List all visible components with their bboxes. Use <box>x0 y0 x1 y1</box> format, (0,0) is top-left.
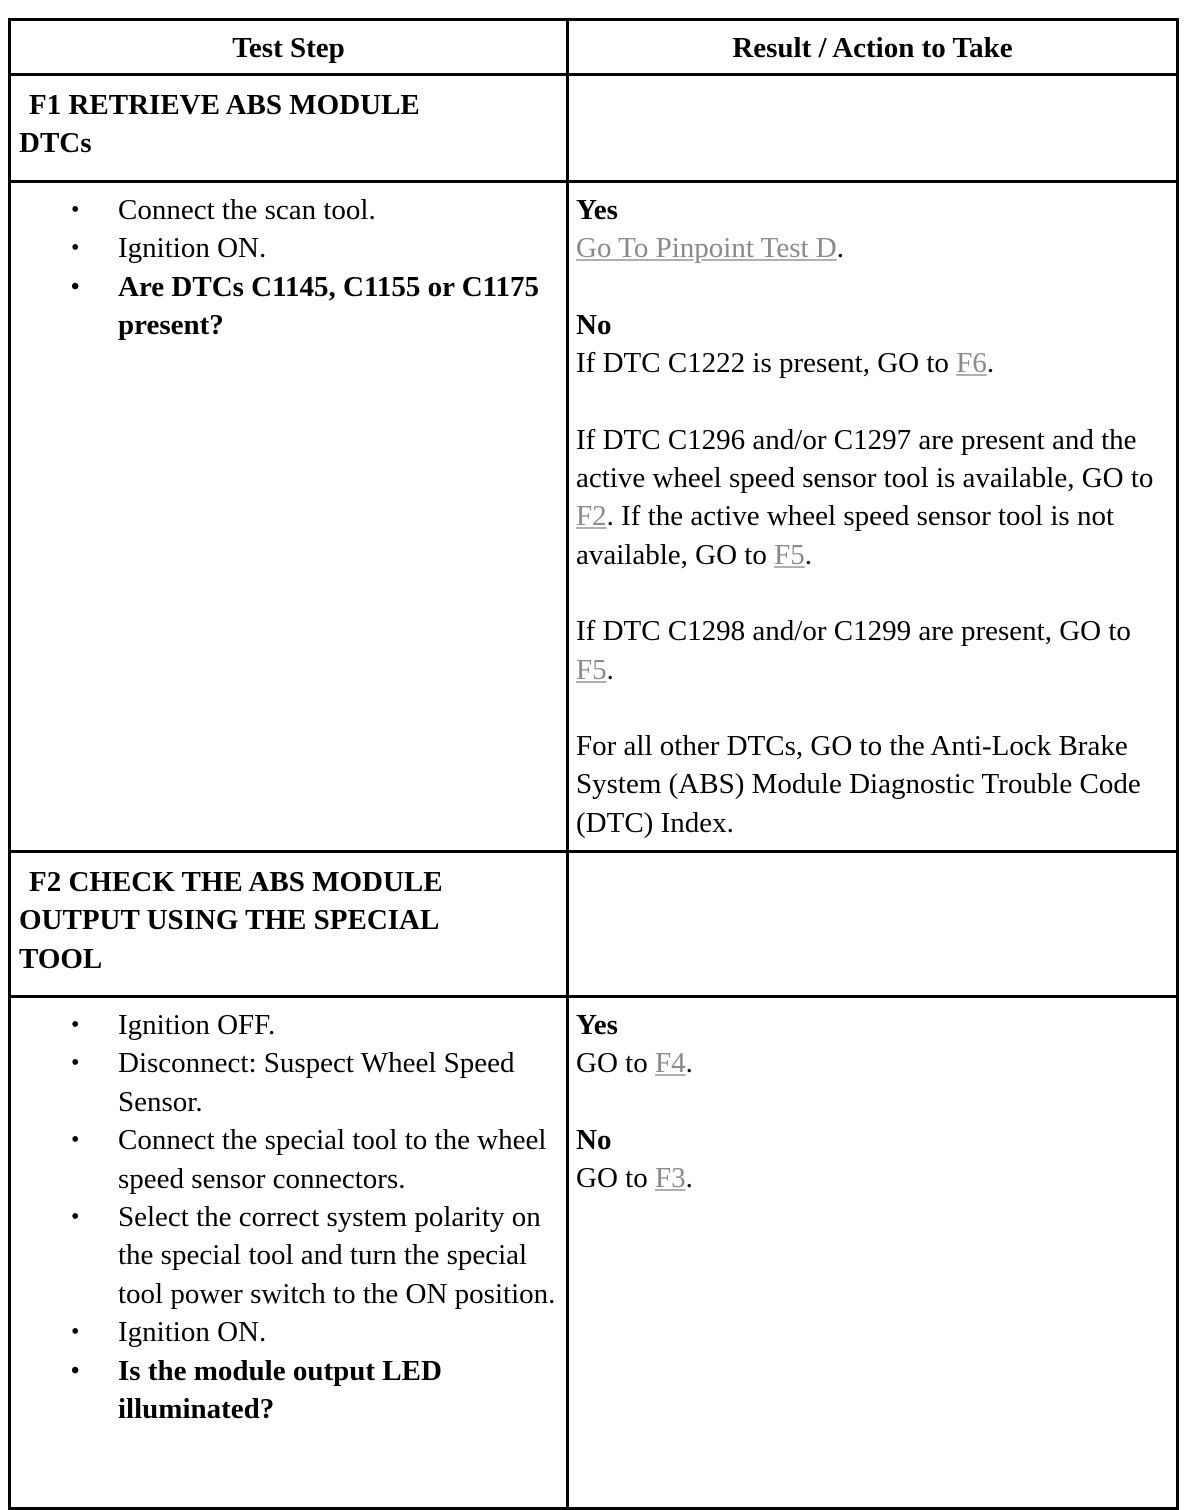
list-item: • Ignition ON. <box>11 1313 566 1351</box>
step-question-f1: • Are DTCs C1145, C1155 or C1175 present? <box>11 268 566 345</box>
pinpoint-test-table <box>8 18 1179 1510</box>
text-period: . <box>804 538 812 571</box>
step-body-row-f1 <box>10 182 1178 852</box>
step-title-f1 <box>10 75 568 182</box>
step-title-f2 <box>10 852 568 997</box>
list-item: • Ignition ON. <box>11 229 566 267</box>
diagnostic-page <box>8 18 1176 1510</box>
yes-label: Yes <box>576 1009 618 1041</box>
text-period: . <box>685 1047 693 1080</box>
result-text: . If the active wheel speed sensor tool is not available, GO to <box>576 500 1114 571</box>
step-title-f2-empty <box>568 852 1178 997</box>
yes-label: Yes <box>576 194 618 226</box>
result-text: GO to <box>576 1047 655 1080</box>
list-item: • Connect the scan tool. <box>11 191 566 229</box>
result-text: For all other DTCs, GO to the Anti-Lock Brake System (ABS) Module Diagnostic Trouble Code (DTC) Index. <box>576 730 1141 839</box>
step-title-f1-line1: F1 RETRIEVE ABS MODULE <box>29 89 420 121</box>
step-body-row-f2 <box>10 997 1178 1509</box>
step-title-f1-empty <box>568 75 1178 182</box>
no-label: No <box>576 1123 612 1156</box>
list-item: • Ignition OFF. <box>11 1006 566 1044</box>
step-result-f2 <box>568 997 1178 1509</box>
result-text: If DTC C1298 and/or C1299 are present, GO to <box>576 615 1131 648</box>
step-actions-f2 <box>10 997 568 1509</box>
step-title-row-f1 <box>10 75 1178 182</box>
text-period: . <box>606 653 614 686</box>
step-title-row-f2 <box>10 852 1178 997</box>
step-list-f2 <box>11 998 566 1428</box>
list-item: • Disconnect: Suspect Wheel Speed Sensor. <box>11 1044 566 1121</box>
list-item: • Connect the special tool to the wheel speed sensor connectors. <box>11 1121 566 1198</box>
no-label: No <box>576 308 612 341</box>
step-result-f1 <box>568 182 1178 852</box>
header-test-step: Test Step <box>10 20 568 75</box>
step-title-f2-line2: OUTPUT USING THE SPECIAL <box>19 904 440 937</box>
result-text: If DTC C1296 and/or C1297 are present and the active wheel speed sensor tool is available, GO to <box>576 423 1154 495</box>
result-text: GO to <box>576 1162 655 1195</box>
step-actions-f1 <box>10 182 568 852</box>
link-pinpoint-test-d[interactable]: Go To Pinpoint Test D <box>576 232 837 265</box>
step-title-f2-line3: TOOL <box>19 942 103 975</box>
link-f2[interactable]: F2 <box>576 500 607 533</box>
header-result-action: Result / Action to Take <box>568 20 1178 75</box>
link-f4[interactable]: F4 <box>654 1047 686 1080</box>
step-title-f2-line1: F2 CHECK THE ABS MODULE <box>29 866 443 898</box>
step-list-f1 <box>11 183 566 345</box>
text-period: . <box>836 232 844 265</box>
link-f3[interactable]: F3 <box>654 1162 686 1195</box>
text-period: . <box>986 347 995 380</box>
table-header-row <box>10 20 1178 75</box>
link-f5[interactable]: F5 <box>774 538 805 571</box>
text-period: . <box>685 1162 693 1195</box>
link-f6[interactable]: F6 <box>956 347 987 380</box>
step-question-f2: • Is the module output LED illuminated? <box>11 1352 566 1429</box>
step-title-f1-line2: DTCs <box>19 127 92 160</box>
list-item: • Select the correct system polarity on the special tool and turn the special tool power switch to the ON position. <box>11 1198 566 1313</box>
link-f5[interactable]: F5 <box>576 653 607 686</box>
result-text: If DTC C1222 is present, GO to <box>576 347 957 380</box>
